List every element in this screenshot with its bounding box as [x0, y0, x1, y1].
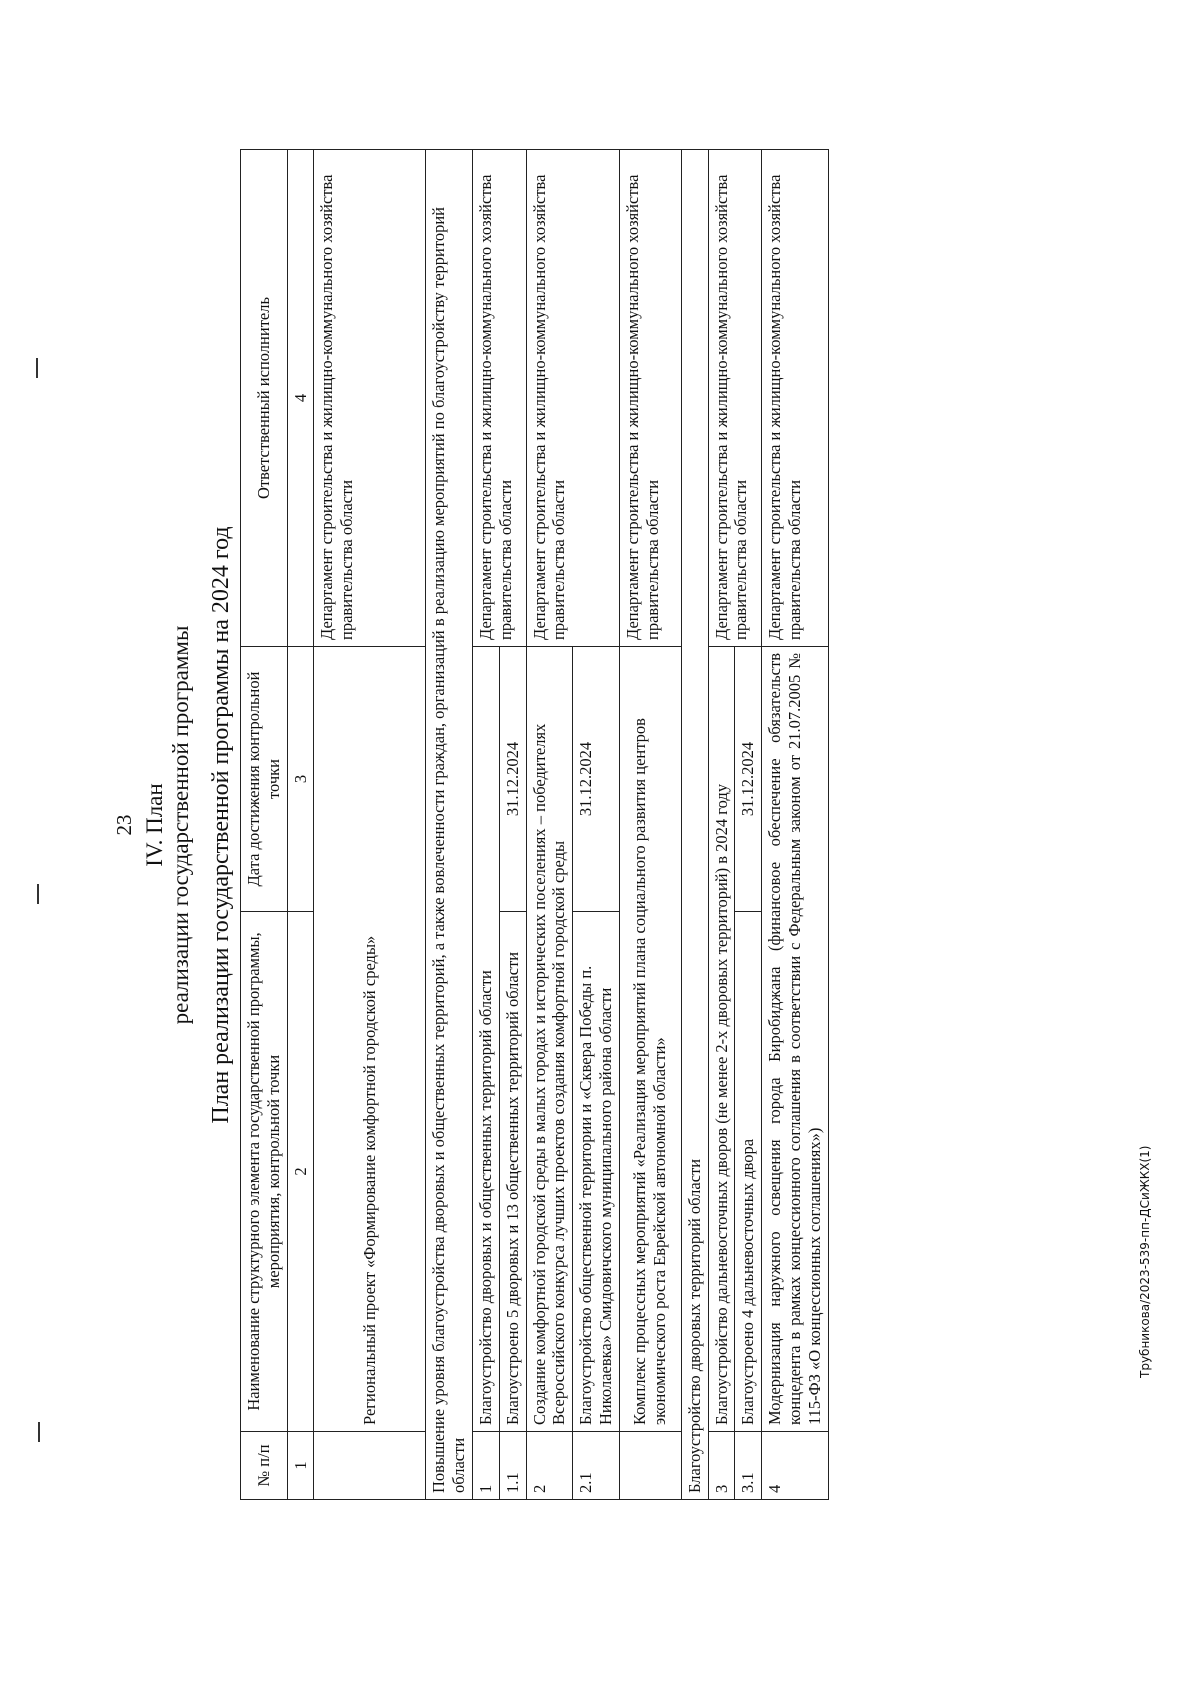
row-name: Благоустройство дальневосточных дворов (не менее 2-х дворовых территорий) в 2024 году [708, 647, 735, 1432]
date-cell: 31.12.2024 [735, 647, 762, 912]
col-number: 3 [287, 647, 314, 912]
executor-cell: Департамент строительства и жилищно-коммунального хозяйства правительства области [708, 150, 762, 647]
section-title: IV. План [142, 783, 167, 867]
col-header-date: Дата достижения контрольной точки [241, 647, 288, 912]
table-row [762, 150, 828, 1500]
row-name: Модернизация наружного освещения города Биробиджана (финансовое обеспечение обязательств концедента в рамках концессионного соглашения в соответствии с Федеральным законом от 21.07.2005 № 115-ФЗ «О концессионных соглашениях») [762, 647, 828, 1432]
rotated-content [112, 150, 1180, 1500]
goal-text: Благоустройство дворовых территорий области [681, 150, 708, 1500]
scan-mark [38, 1422, 40, 1442]
section-subtitle: реализации государственной программы [168, 625, 193, 1025]
row-number: 2.1 [573, 1432, 620, 1500]
table-title: План реализации государственной программы на 2024 год [208, 526, 234, 1124]
row-number: 2 [526, 1432, 573, 1500]
date-cell: 31.12.2024 [573, 647, 620, 912]
row-name: Благоустроено 4 дальневосточных двора [735, 912, 762, 1432]
table-row [314, 150, 426, 1500]
row-number: 1 [472, 1432, 499, 1500]
plan-table [240, 149, 829, 1500]
footer-reference: Трубникова/2023-539-пп-ДСиЖКХ(1) [1138, 1145, 1152, 1378]
executor-cell: Департамент строительства и жилищно-коммунального хозяйства правительства области [526, 150, 619, 647]
header-row [241, 150, 288, 1500]
row-number: 3.1 [735, 1432, 762, 1500]
col-number: 2 [287, 912, 314, 1432]
executor-cell: Департамент строительства и жилищно-коммунального хозяйства правительства области [619, 150, 681, 647]
table-row [472, 150, 499, 1500]
scan-mark [37, 884, 39, 904]
executor-cell: Департамент строительства и жилищно-коммунального хозяйства правительства области [472, 150, 526, 647]
row-name: Благоустройство дворовых и общественных территорий области [472, 647, 499, 1432]
col-header-num: № п/п [241, 1432, 288, 1500]
column-number-row [287, 150, 314, 1500]
col-header-executor: Ответственный исполнитель [241, 150, 288, 647]
executor-cell: Департамент строительства и жилищно-коммунального хозяйства правительства области [762, 150, 828, 647]
row-name: Создание комфортной городской среды в малых городах и исторических поселениях – победителях Всероссийского конкурса лучших проектов создания комфортной городской среды [526, 647, 573, 1432]
col-number: 1 [287, 1432, 314, 1500]
complex-name: Комплекс процессных мероприятий «Реализация мероприятий плана социального развития центров экономического роста Еврейской автономной области» [619, 647, 681, 1432]
row-number: 4 [762, 1432, 828, 1500]
date-cell: 31.12.2024 [499, 647, 526, 912]
row-name: Благоустройство общественной территории и «Сквера Победы п. Николаевка» Смидовичского муниципального района области [573, 912, 620, 1432]
row-number: 1.1 [499, 1432, 526, 1500]
page-number: 23 [112, 814, 136, 836]
table-row [708, 150, 735, 1500]
col-number: 4 [287, 150, 314, 647]
row-name: Благоустроено 5 дворовых и 13 общественных территорий области [499, 912, 526, 1432]
goal-row [681, 150, 708, 1500]
col-header-name: Наименование структурного элемента государственной программы, мероприятия, контрольной точки [241, 912, 288, 1432]
goal-text: Повышение уровня благоустройства дворовых и общественных территорий, а также вовлеченности граждан, организаций в реализацию мероприятий по благоустройству территорий области [426, 150, 473, 1500]
scan-mark [36, 358, 38, 378]
row-number: 3 [708, 1432, 735, 1500]
table-row [526, 150, 573, 1500]
executor-cell: Департамент строительства и жилищно-коммунального хозяйства правительства области [314, 150, 426, 647]
goal-row [426, 150, 473, 1500]
table-row [619, 150, 681, 1500]
regional-project-name: Региональный проект «Формирование комфортной городской среды» [314, 647, 426, 1432]
